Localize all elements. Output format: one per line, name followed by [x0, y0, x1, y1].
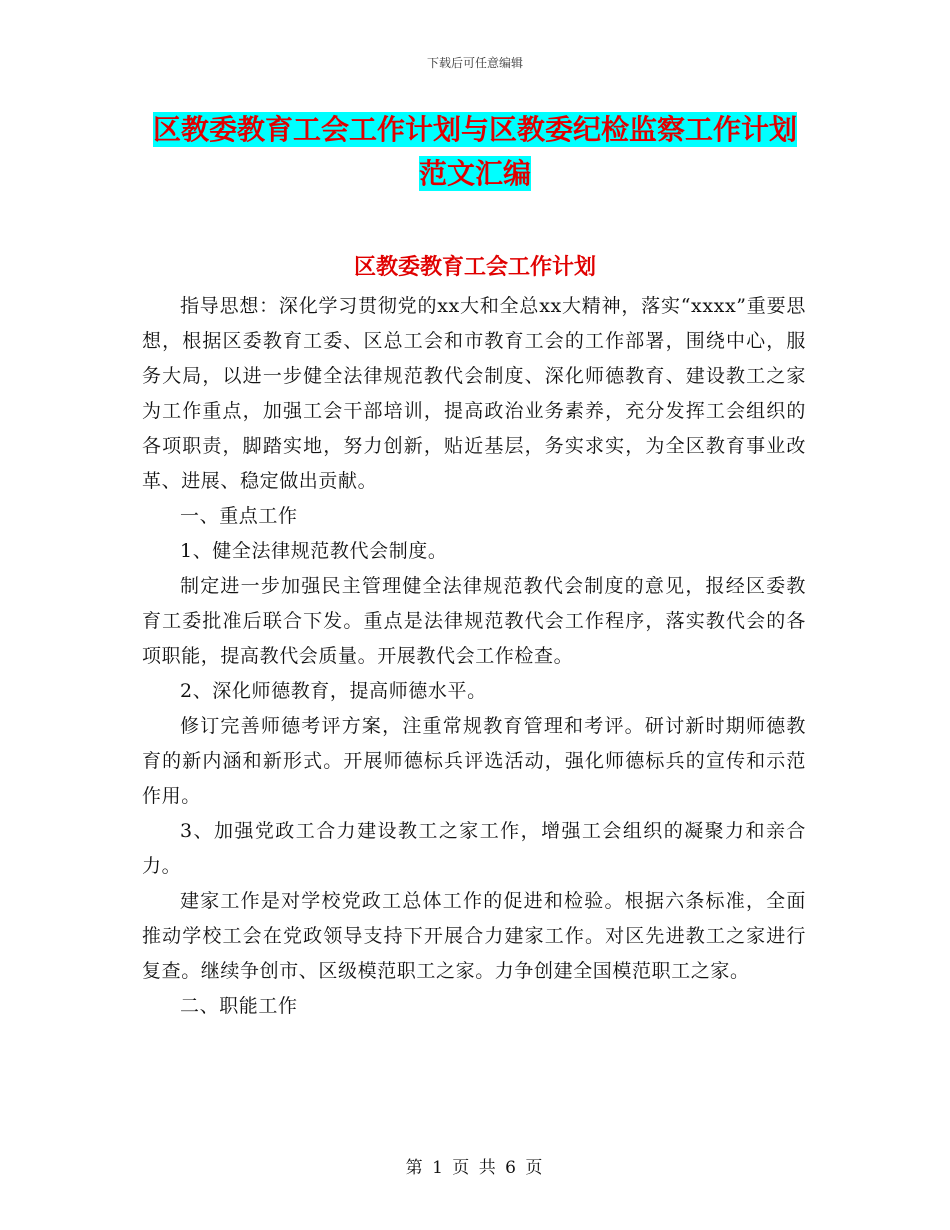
paragraph-guiding-ideology: 指导思想：深化学习贯彻党的xx大和全总xx大精神，落实“xxxx”重要思想，根据区委教育工委、区总工会和市教育工会的工作部署，围绕中心，服务大局，以进一步健全法律规范教代会制度、深化师德教育、建设教工之家为工作重点，加强工会干部培训，提高政治业务素养，充分发挥工会组织的各项职责，脚踏实地，努力创新，贴近基层，务实求实，为全区教育事业改革、进展、稳定做出贡献。 [142, 295, 806, 492]
section-title: 区教委教育工会工作计划 [353, 255, 596, 280]
heading-key-work: 一、重点工作 [180, 505, 298, 527]
paragraph-3: 建家工作是对学校党政工总体工作的促进和检验。根据六条标准，全面推动学校工会在党政领导支持下开展合力建家工作。对区先进教工之家进行复查。继续争创市、区级模范职工之家。力争创建全国模范职工之家。 [142, 890, 806, 982]
document-title-line-2: 范文汇编 [418, 157, 531, 190]
subheading-1: 1、健全法律规范教代会制度。 [180, 540, 448, 562]
body-content [142, 289, 806, 1024]
paragraph-1: 制定进一步加强民主管理健全法律规范教代会制度的意见，报经区委教育工委批准后联合下发。重点是法律规范教代会工作程序，落实教代会的各项职能，提高教代会质量。开展教代会工作检查。 [142, 575, 806, 667]
paragraph-2: 修订完善师德考评方案，注重常规教育管理和考评。研讨新时期师德教育的新内涵和新形式。开展师德标兵评选活动，强化师德标兵的宣传和示范作用。 [142, 715, 806, 807]
page-footer: 第 1 页 共 6 页 [405, 1158, 545, 1178]
document-title [140, 108, 810, 196]
header-note: 下载后可任意编辑 [426, 56, 523, 70]
subheading-3: 3、加强党政工合力建设教工之家工作，增强工会组织的凝聚力和亲合力。 [142, 820, 806, 877]
subheading-2: 2、深化师德教育，提高师德水平。 [180, 680, 487, 702]
document-title-line-1: 区教委教育工会工作计划与区教委纪检监察工作计划 [152, 113, 797, 146]
heading-functional-work: 二、职能工作 [180, 995, 298, 1017]
